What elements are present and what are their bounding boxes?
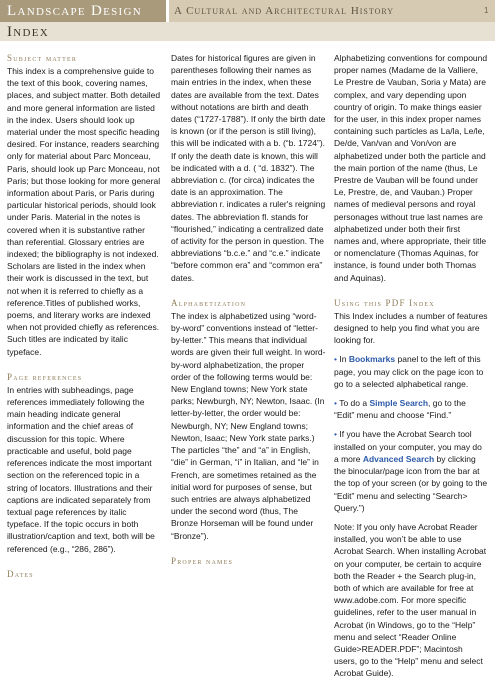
subject-matter-heading: Subject matter: [7, 53, 78, 63]
column-3: [334, 52, 488, 693]
alphabetization-heading: Alphabetization: [171, 297, 247, 308]
acrobat-note: Note: If you only have Acrobat Reader installed, you won’t be able to use Acrobat Search. When installing Acrobat on your computer, be certain to acquire both the Reader + the Search plug-in, both of which are available for free at www.adobe.com. For more specific guidelines, refer to the user manual in Acrobat (in Windows, go to the “Help” menu and select “Reader Online Guide>READER.PDF”; Macintosh users, go to the “Help” menu and select Acrobat Guide).: [334, 521, 487, 679]
book-title: Landscape Design: [7, 3, 142, 19]
column-2: [171, 52, 326, 568]
dates-body: Dates for historical figures are given in parentheses following their names as main entries in the index, when these dates are available from the text. Dates without notations are birth and death dates (“1727-1788”). If only the birth date is known (or if the person is still living), this will be indicated with a b. (“b. 1724”). If only the death date is known, this will be indicated with a d. ( “d. 1832”). The abbreviation c. (for circa) indicates the date is an approximation. The abbreviation r. indicates a ruler's reigning dates. The abbreviation fl. stands for “flourished,” indicating a centralized date of activity for the person in question. The abbreviations “b.c.e.” and “c.e.” indicate “before common era” and “common era” dates.: [171, 53, 326, 283]
advanced-search-bullet: [334, 428, 488, 513]
alphabetization-body: The index is alphabetized using “word-by-word” conventions instead of “letter-by-letter.” This means that individual words are given their full weight. In word-by-word alphabetization, the proper order of the following terms would be: New England towns; New York state parks; Newburgh, NY; Newton, Isaac. (In letter-by-letter, the order would be: Newburgh, NY; New England towns; Newton, Isaac; New York state parks.) The particles “the” and “a” in English, “die” in German, “i” in Italian, and “le” in French, are sometimes retained as the initial word for purposes of sense, but such entries are always alphabetized under the second word (thus, The Bronze Horseman will be found under “Bronze”).: [171, 310, 326, 541]
simple-search-pre: To do a: [339, 398, 370, 409]
using-pdf-index-heading: Using this PDF Index: [334, 297, 435, 308]
simple-search-post: , go to the “Edit” menu and choose “Find.”: [334, 398, 466, 421]
bullet-icon: •: [334, 398, 337, 409]
header-divider: [166, 0, 169, 22]
bookmarks-link[interactable]: Bookmarks: [348, 354, 396, 365]
book-subtitle: A Cultural and Architectural History: [174, 5, 395, 17]
bookmarks-bullet: [334, 353, 488, 390]
page-references-body: In entries with subheadings, page references immediately following the main heading indicate general information and the chief areas of discussion for this topic. Where practicable and useful, bold page references indicate the most important section on the referenced topic in a string of locators. Illustrations and their captions are indicated separately from textual page references by italic typeface. If the topic occurs in both illustration/caption and text, both will be referenced (e.g., “286, 286”).: [7, 384, 155, 554]
advanced-search-post: by clicking the binocular/page icon from the bar at the top of your screen (or by going to the “Edit” menu and selecting “Search> Query.”): [334, 453, 488, 513]
simple-search-bullet: [334, 397, 488, 421]
proper-names-heading: Proper names: [171, 555, 233, 566]
proper-names-body: Alphabetizing conventions for compound proper names (Madame de la Valliere, Le Prestre de Vauban, Soria y Mata) are complex, and vary depending upon country of origin. To make things easier for the user, in this index proper names containing such particles as La/la, Le/le, De/de, Van/van and Von/von are alphabetized under both the particle and the main portion of the name (thus, Le Prestre de Vauban will be found under Le, Prestre, de, and Vauban.) Proper names of medieval persons and royal personages without true last names are alphabetized under both their first names and, where appropriate, their title or nomenclature (Thomas Aquinas, for instance, is found under both Thomas and Aquinas).: [334, 53, 488, 283]
page-references-heading: Page references: [7, 371, 83, 382]
advanced-search-link[interactable]: Advanced Search: [362, 453, 435, 464]
bookmarks-post: panel to the left of this page, you may click on the page icon to go to a selected alphabetical range.: [334, 354, 484, 389]
bullet-icon: •: [334, 354, 337, 365]
section-title: Index: [7, 24, 50, 40]
section-band: [0, 22, 495, 41]
subject-matter-body: This index is a comprehensive guide to the text of this book, covering names, places, and subject matter. Both detailed and more general information are listed in the index. Users should look up material under the most specific heading desired. For instance, readers searching only for material about Parc Monceau, Paris, should look up Parc Monceau, not Paris; but those looking for more general information about Paris, or Paris during particular historical periods, should look under Paris. Material in the notes is covered when it is substantive rather than referential. Glossary entries are indexed; the bibliography is not indexed. Scholars are listed in the index when their work is discussed in the text, but not when it is referred to chiefly as a reference.Titles of published works, poems, and literary works are indexed when not provided chiefly as references. Such titles are indicated by italic typeface.: [7, 66, 161, 357]
header-bar: [0, 0, 495, 22]
bullet-icon: •: [334, 429, 337, 440]
bookmarks-pre: In: [339, 354, 349, 365]
dates-heading: Dates: [7, 568, 34, 579]
advanced-search-pre: If you have the Acrobat Search tool installed on your computer, you may do a more: [334, 429, 482, 464]
column-1: [7, 52, 162, 581]
simple-search-link[interactable]: Simple Search: [369, 398, 429, 409]
using-pdf-index-intro: This Index includes a number of features designed to help you find what you are looking for.: [334, 310, 488, 346]
page-number: 1: [484, 6, 489, 15]
